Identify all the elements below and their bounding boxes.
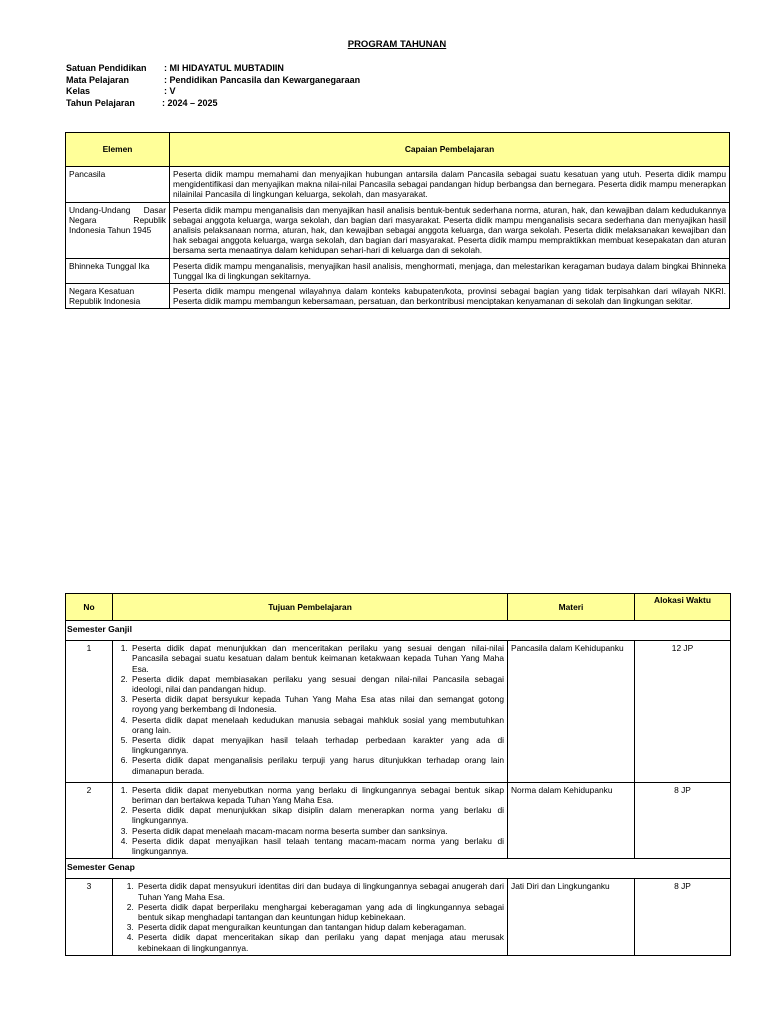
meta-row-kelas [66,86,360,98]
elemen-cell: Pancasila [66,167,170,203]
table-row [66,167,730,203]
list-item: 1. Peserta didik dapat menyebutkan norma yang berlaku di lingkungannya sebagai bentuk sikap beriman dan bertakwa kepada Tuhan Yang Maha Esa. [130,785,504,805]
list-item: 2. Peserta didik dapat menunjukkan sikap disiplin dalam menerapkan norma yang berlaku di lingkungannya. [130,805,504,825]
document-meta [66,63,360,109]
semester-genap-label: Semester Genap [66,859,731,879]
capaian-cell: Peserta didik mampu mengenal wilayahnya dalam konteks kabupaten/kota, provinsi sebagai bagian yang tidak terpisahkan dari wilayah NKRI. Peserta didik mampu membangun kebersamaan, persatuan, dan berkontribusi menciptakan kenyamanan di sekolah dan lingkungan sekitar. [170,284,730,309]
meta-row-satuan [66,63,360,75]
list-item: 3. Peserta didik dapat menguraikan keuntungan dan tantangan hidup dalam keberagaman. [136,922,504,932]
list-item: 4. Peserta didik dapat menyajikan hasil telaah tentang macam-macam norma yang berlaku di lingkungannya. [130,836,504,856]
elemen-cell: Undang-Undang Dasar Negara Republik Indonesia Tahun 1945 [66,202,170,258]
header-tujuan: Tujuan Pembelajaran [113,594,508,621]
alokasi-cell: 12 JP [635,641,731,783]
table-row [66,641,731,783]
tujuan-list [116,881,504,952]
list-item: 6. Peserta didik dapat menganalisis perilaku terpuji yang harus ditunjukkan terhadap orang lain dimanapun berada. [130,755,504,775]
elemen-cell: Bhinneka Tunggal Ika [66,258,170,283]
meta-row-mapel [66,75,360,87]
capaian-cell: Peserta didik mampu menganalisis dan menyajikan hasil analisis bentuk-bentuk sederhana norma, aturan, hak, dan kewajiban dalam kedudukannya sebagai anggota keluarga, warga sekolah, dan bagian dari masyarakat. Peserta didik mampu menganalisis secara sederhana dan menyajikan hasil analisis pelaksanaan norma, aturan, hak, dan kewajiban sebagai anggota keluarga, dan warga sekolah. Peserta didik melaksanakan kewajiban dan hak sebagai anggota keluarga, warga sekolah, dan bagian dari masyarakat. Peserta didik mampu mempraktikkan membuat kesepakatan dan aturan bersama serta menaatinya dalam kehidupan sehari-hari di keluarga dan di sekolah. [170,202,730,258]
alokasi-cell: 8 JP [635,879,731,955]
table-row [66,879,731,955]
meta-label: Tahun Pelajaran [66,97,135,108]
tujuan-list [116,785,504,856]
header-elemen: Elemen [66,133,170,167]
list-item: 1. Peserta didik dapat mensyukuri identitas diri dan budaya di lingkungannya sebagai anugerah dari Tuhan Yang Maha Esa. [136,881,504,901]
table-row [66,258,730,283]
row-number: 1 [66,641,113,783]
tujuan-pembelajaran-table [65,593,731,956]
list-item: 1. Peserta didik dapat menunjukkan dan menceritakan perilaku yang sesuai dengan nilai-nilai Pancasila sebagai suatu kesatuan dalam bentuk keimanan ketakwaan kepada Tuhan Yang Maha Esa. [130,643,504,674]
row-number: 2 [66,782,113,858]
list-item: 2. Peserta didik dapat membiasakan perilaku yang sesuai dengan nilai-nilai Pancasila sebagai ideologi, nilai dan pandangan hidup. [130,674,504,694]
materi-cell: Norma dalam Kehidupanku [508,782,635,858]
list-item: 4. Peserta didik dapat menelaah kedudukan manusia sebagai mahkluk sosial yang membutuhkan orang lain. [130,715,504,735]
header-alokasi: Alokasi Waktu [635,594,731,621]
meta-label: Satuan Pendidikan [66,63,147,73]
alokasi-cell: 8 JP [635,782,731,858]
capaian-cell: Peserta didik mampu memahami dan menyajikan hubungan antarsila dalam Pancasila sebagai suatu kesatuan yang utuh. Peserta didik mampu mengidentifikasi dan menyajikan makna nilai-nilai Pancasila sebagai pandangan hidup berbangsa dan bernegara. Peserta didik mampu menerapkan nilainilai Pancasila di lingkungan keluarga, sekolah, dan masyarakat. [170,167,730,203]
list-item: 4. Peserta didik dapat menceritakan sikap dan perilaku yang dapat menjaga atau merusak kebinekaan di lingkungannya. [136,932,504,952]
row-number: 3 [66,879,113,955]
meta-value: : V [164,86,176,96]
header-no: No [66,594,113,621]
meta-label: Kelas [66,86,91,96]
tujuan-list [116,643,504,776]
list-item: 3. Peserta didik dapat menelaah macam-macam norma beserta sumber dan sanksinya. [130,826,504,836]
semester-ganjil-label: Semester Ganjil [66,621,731,641]
table-row [66,782,731,858]
list-item: 2. Peserta didik dapat berperilaku menghargai keberagaman yang ada di lingkungannya sebagai bentuk sikap menghadapi tantangan dan keuntungan hidup kebinekaan. [136,902,504,922]
meta-label: Mata Pelajaran [66,74,130,85]
table-header-row [66,133,730,167]
meta-value: : MI HIDAYATUL MUBTADIIN [164,63,284,73]
materi-cell: Pancasila dalam Kehidupanku [508,641,635,783]
list-item: 3. Peserta didik dapat bersyukur kepada Tuhan Yang Maha Esa atas nilai dan semangat gotong royong yang berkembang di Indonesia. [130,694,504,714]
materi-cell: Jati Diri dan Lingkunganku [508,879,635,955]
meta-row-tahun [66,98,360,110]
capaian-pembelajaran-table [65,132,730,309]
header-materi: Materi [508,594,635,621]
meta-value: : Pendidikan Pancasila dan Kewarganegaraan [164,74,361,85]
tujuan-cell [113,782,508,858]
list-item: 5. Peserta didik dapat menyajikan hasil telaah terhadap perbedaan karakter yang ada di lingkungannya. [130,735,504,755]
semester-row [66,859,731,879]
document-title: PROGRAM TAHUNAN [347,39,447,50]
capaian-cell: Peserta didik mampu menganalisis, menyajikan hasil analisis, menghormati, menjaga, dan melestarikan keragaman budaya dalam bingkai Bhinneka Tunggal Ika di lingkungan sekitarnya. [170,258,730,283]
table-row [66,202,730,258]
meta-value: : 2024 – 2025 [162,97,218,108]
header-capaian: Capaian Pembelajaran [170,133,730,167]
table-row [66,284,730,309]
tujuan-cell [113,879,508,955]
semester-row [66,621,731,641]
elemen-cell: Negara Kesatuan Republik Indonesia [66,284,170,309]
tujuan-cell [113,641,508,783]
table-header-row [66,594,731,621]
